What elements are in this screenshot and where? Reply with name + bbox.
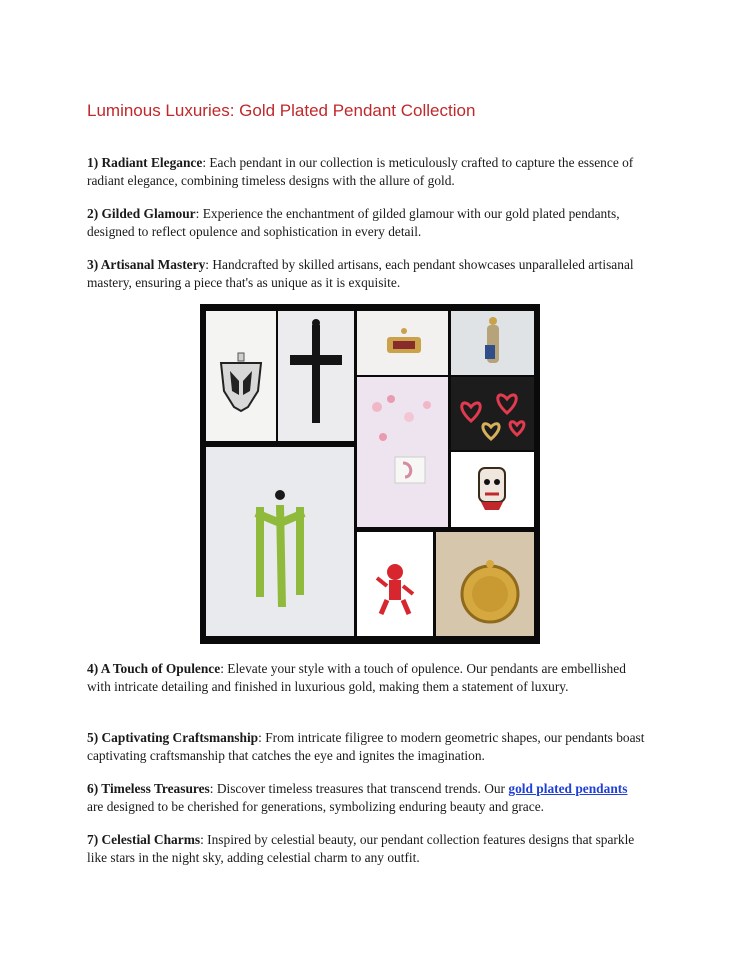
clown-pendant-photo <box>451 452 534 527</box>
red-figure-pendant-photo <box>357 532 433 636</box>
item-text: : Experience the enchantment of gilded glamour with our gold plated pendants, designed to reflect opulence and sophistication in every detail. <box>87 206 620 239</box>
item-heading: 7) Celestial Charms <box>87 832 201 847</box>
list-item-captivating-craftsmanship <box>87 729 647 764</box>
item-heading: 1) Radiant Elegance <box>87 155 203 170</box>
figure-pendant-photo <box>451 311 534 375</box>
item-text-after: are designed to be cherished for generations, symbolizing enduring beauty and grace. <box>87 798 544 814</box>
item-text: : Inspired by celestial beauty, our pendant collection features designs that sparkle like stars in the night sky, adding celestial charm to any outfit. <box>87 832 635 865</box>
decepticon-pendant-photo <box>206 311 276 441</box>
page-title: Luminous Luxuries: Gold Plated Pendant Collection <box>87 101 476 120</box>
item-text: : Handcrafted by skilled artisans, each pendant showcases unparalleled artisanal mastery, ensuring a piece that's as unique as it is exquisite. <box>87 257 634 290</box>
item-heading: 4) A Touch of Opulence <box>87 661 221 676</box>
item-text-before: : Discover timeless treasures that transcend trends. Our <box>209 781 509 796</box>
blossom-pendant-photo <box>357 377 448 527</box>
list-item-radiant-elegance <box>87 154 647 189</box>
item-heading: 2) Gilded Glamour <box>87 206 196 221</box>
list-item-celestial-charms <box>87 831 647 866</box>
pendant-photo-collage <box>200 304 540 644</box>
gold-coin-pendant-photo <box>436 532 534 636</box>
list-item-touch-of-opulence <box>87 660 647 695</box>
item-text: : Each pendant in our collection is meticulously crafted to capture the essence of radiant elegance, combining timeless designs with the allure of gold. <box>87 155 634 188</box>
list-item-timeless-treasures <box>87 780 647 815</box>
item-heading: 5) Captivating Craftsmanship <box>87 730 259 745</box>
item-heading: 3) Artisanal Mastery <box>87 257 206 272</box>
heart-pendants-photo <box>451 377 534 450</box>
item-heading: 6) Timeless Treasures <box>87 781 210 796</box>
item-text: : Elevate your style with a touch of opulence. Our pendants are embellished with intricate detailing and finished in luxurious gold, making them a statement of luxury. <box>87 661 626 694</box>
gold-plated-pendants-link[interactable]: gold plated pendants <box>508 781 628 796</box>
gold-letter-pendant-photo <box>357 311 448 375</box>
list-item-gilded-glamour <box>87 205 647 240</box>
list-item-artisanal-mastery <box>87 256 647 291</box>
item-text: : From intricate filigree to modern geometric shapes, our pendants boast captivating craftsmanship that catches the eye and ignites the imagination. <box>87 730 645 763</box>
green-m-pendant-photo <box>206 447 354 636</box>
black-cross-pendant-photo <box>278 311 354 441</box>
